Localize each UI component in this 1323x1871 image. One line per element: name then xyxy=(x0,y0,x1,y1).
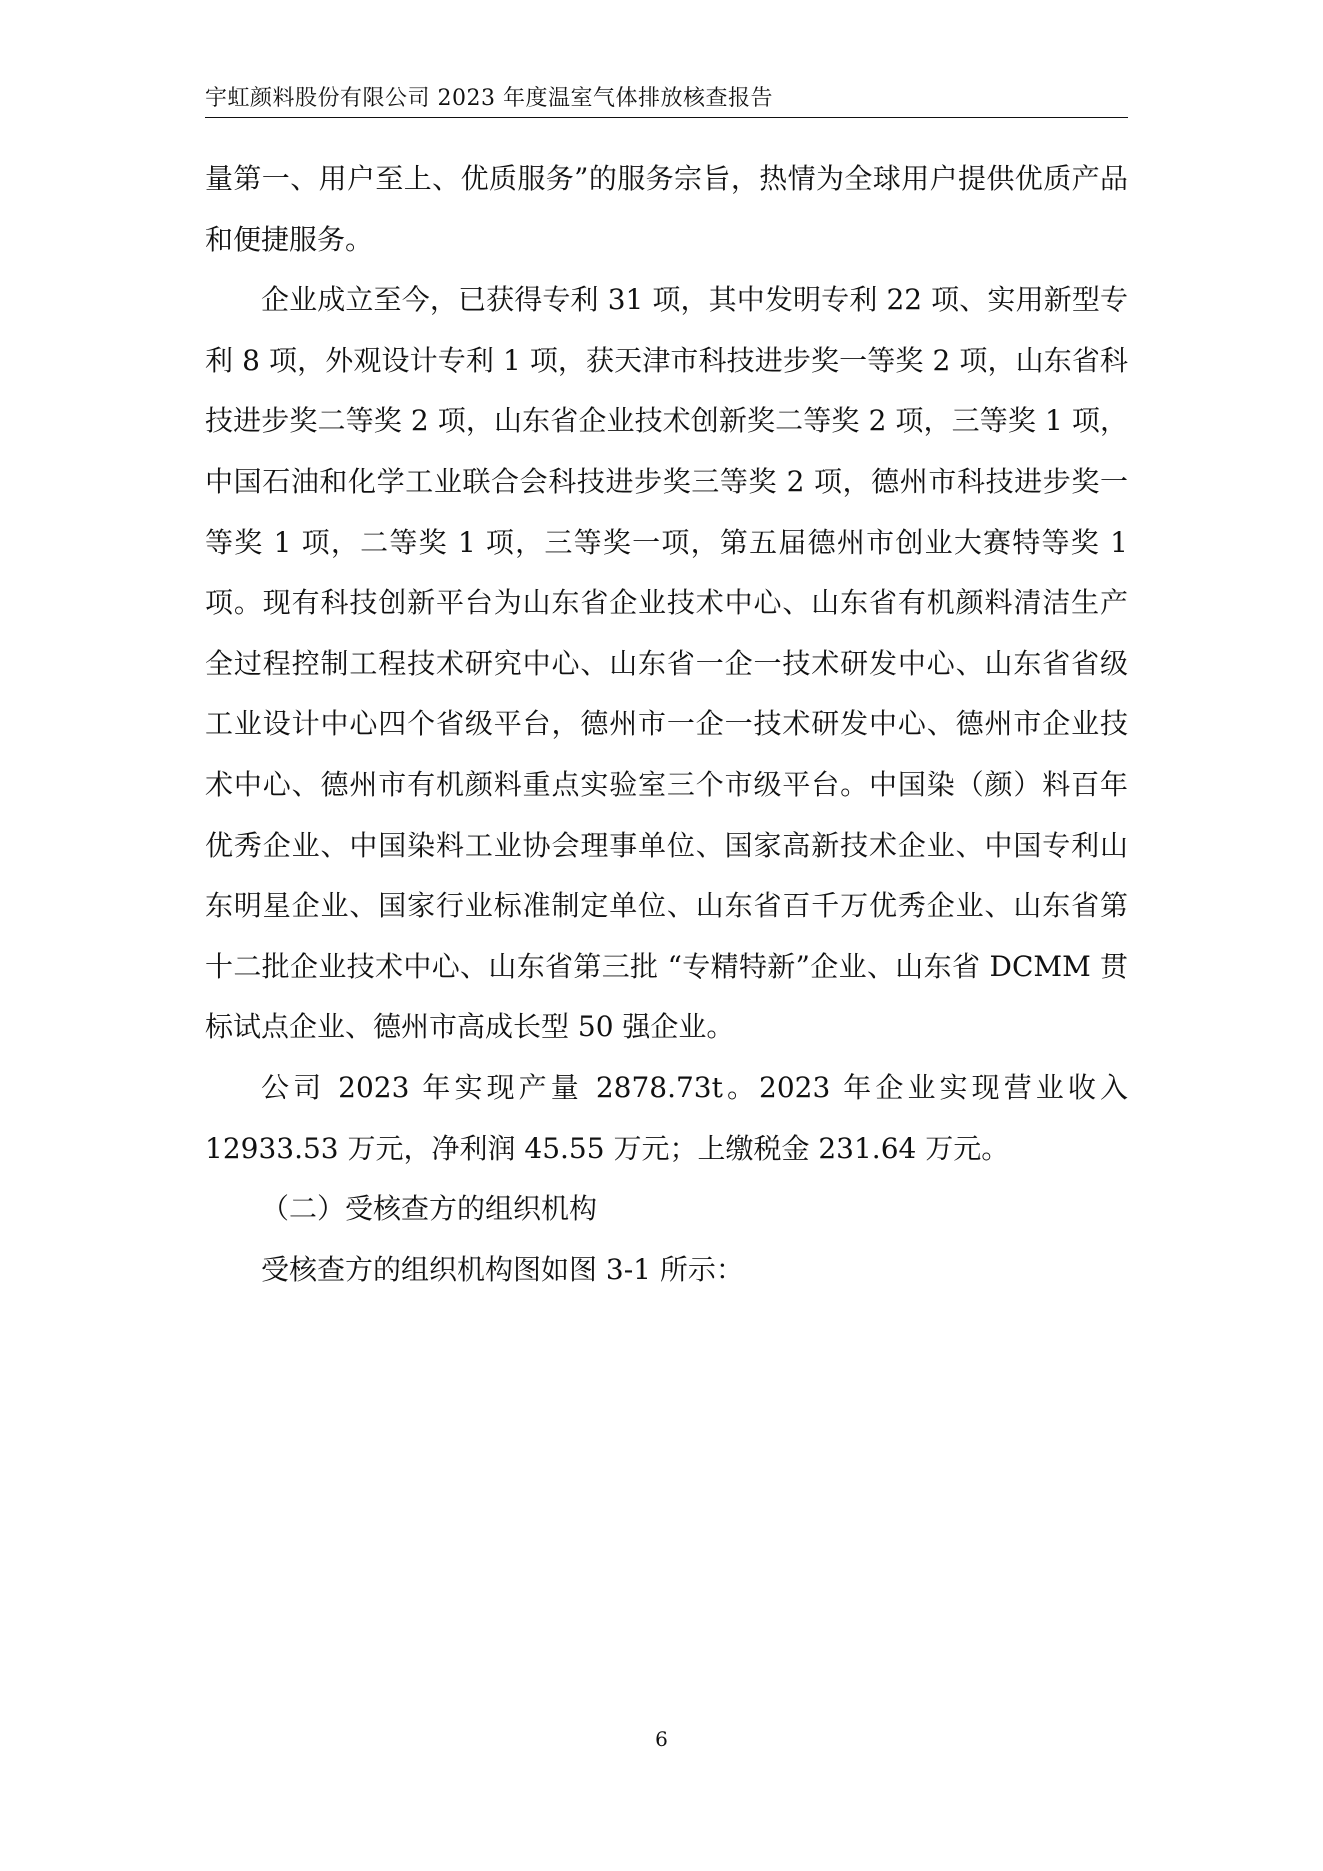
paragraph-service-tenet: 量第一、用户至上、优质服务”的服务宗旨，热情为全球用户提供优质产品和便捷服务。 xyxy=(205,162,1128,256)
header-divider xyxy=(205,117,1128,118)
page-number: 6 xyxy=(655,1727,668,1751)
report-header-title: 宇虹颜料股份有限公司 2023 年度温室气体排放核查报告 xyxy=(205,86,773,111)
section-heading-organization: （二）受核查方的组织机构 xyxy=(261,1192,598,1226)
paragraph-patents-awards: 企业成立至今，已获得专利 31 项，其中发明专利 22 项、实用新型专利 8 项，外观设计专利 1 项，获天津市科技进步奖一等奖 2 项，山东省科技进步奖二等奖 2 项，山东省企业技术创新奖二等奖 2 项，三等奖 1 项，中国石油和化学工业联合会科技进步奖三等奖 2 项，德州市科技进步奖一等奖 1 项，二等奖 1 项，三等奖一项，第五届德州市创业大赛特等奖 1 项。现有科技创新平台为山东省企业技术中心、山东省有机颜料清洁生产全过程控制工程技术研究中心、山东省一企一技术研发中心、山东省省级工业设计中心四个省级平台，德州市一企一技术研发中心、德州市企业技术中心、德州市有机颜料重点实验室三个市级平台。中国染（颜）料百年优秀企业、中国染料工业协会理事单位、国家高新技术企业、中国专利山东明星企业、国家行业标准制定单位、山东省百千万优秀企业、山东省第十二批企业技术中心、山东省第三批 “专精特新”企业、山东省 DCMM 贯标试点企业、德州市高成长型 50 强企业。 xyxy=(205,283,1128,1044)
paragraph-financials: 公司 2023 年实现产量 2878.73t。2023 年企业实现营业收入 12933.53 万元，净利润 45.55 万元；上缴税金 231.64 万元。 xyxy=(205,1070,1128,1165)
report-body xyxy=(205,149,1128,1300)
paragraph-org-chart-reference: 受核查方的组织机构图如图 3-1 所示： xyxy=(261,1252,744,1286)
